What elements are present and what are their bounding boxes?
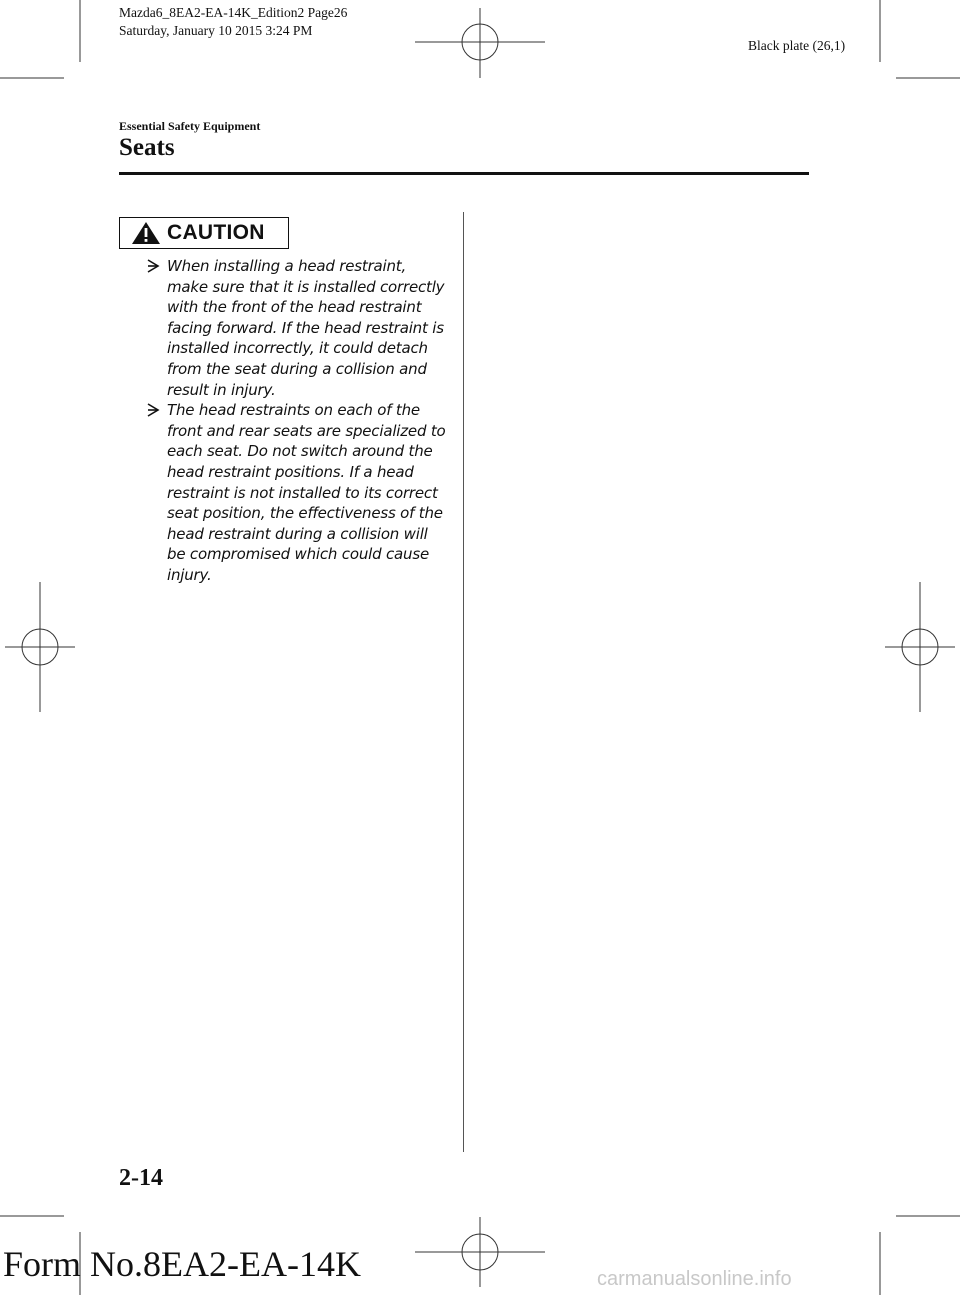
caution-text: The head restraints on each of the front and rear seats are specialized to each seat. Do not switch around the head restraint positions. If a head restraint is not installed to its correct seat position, the effectiveness of the head restraint during a collision will be compromised which could cause injury.: [167, 401, 446, 584]
arrowhead-bullet-icon: [146, 258, 160, 274]
print-info: [119, 4, 347, 40]
arrowhead-bullet-icon: [146, 402, 160, 418]
caution-header: [119, 217, 289, 249]
caution-text: When installing a head restraint, make sure that it is installed correctly with the front of the head restraint facing forward. If the head restraint is installed incorrectly, it could detach from the seat during a collision and result in injury.: [167, 257, 445, 399]
page-title: Seats: [119, 134, 175, 161]
title-rule: [119, 172, 809, 175]
print-info-line2: Saturday, January 10 2015 3:24 PM: [119, 23, 313, 38]
column-divider: [463, 212, 464, 1152]
section-label: Essential Safety Equipment: [119, 119, 261, 133]
caution-list: [145, 256, 450, 586]
list-item: [145, 400, 450, 585]
plate-info: Black plate (26,1): [748, 38, 846, 53]
watermark: carmanualsonline.info: [597, 1268, 792, 1290]
page-number: 2-14: [119, 1165, 163, 1191]
list-item: [145, 256, 450, 400]
form-number: Form No.8EA2-EA-14K: [3, 1244, 361, 1284]
caution-label: CAUTION: [167, 221, 265, 244]
print-info-line1: Mazda6_8EA2-EA-14K_Edition2 Page26: [119, 5, 348, 20]
warning-triangle-icon: [131, 221, 161, 245]
